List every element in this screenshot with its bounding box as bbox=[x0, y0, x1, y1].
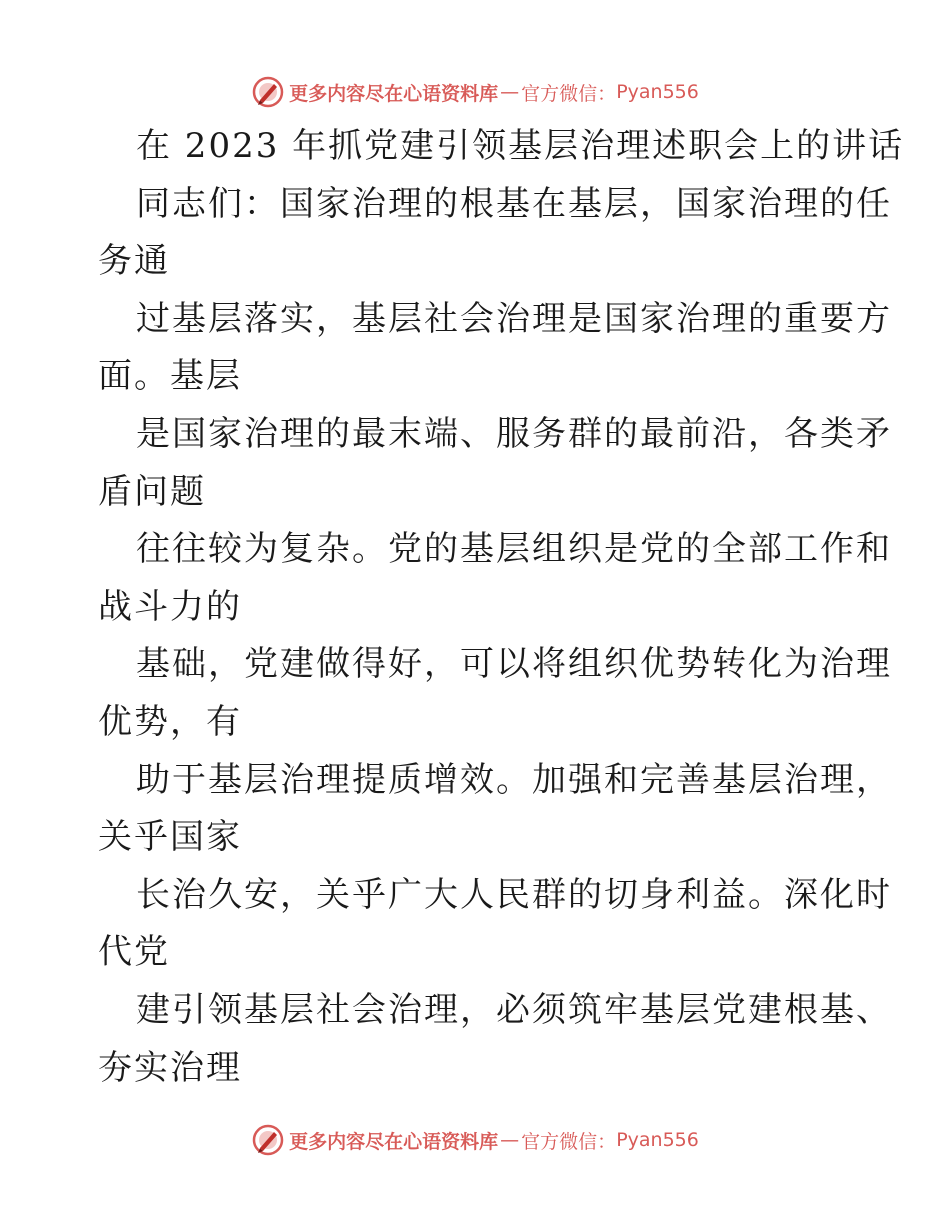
text-line: 盾问题 bbox=[98, 471, 206, 512]
pen-logo-icon bbox=[251, 1123, 285, 1157]
header-site-text: 更多内容尽在心语资料库 bbox=[289, 82, 499, 105]
text-line: 在 2023 年抓党建引领基层治理述职会上的讲话 bbox=[136, 126, 905, 166]
text-line: 过基层落实，基层社会治理是国家治理的重要方 bbox=[136, 298, 892, 339]
footer-banner bbox=[0, 1120, 950, 1160]
text-line: 基础，党建做得好，可以将组织优势转化为治理 bbox=[136, 644, 892, 685]
footer-wechat-label: 官方微信： bbox=[521, 1130, 617, 1153]
header-separator: — bbox=[500, 81, 520, 103]
text-line: 同志们：国家治理的根基在基层，国家治理的任 bbox=[136, 183, 892, 224]
text-line: 优势，有 bbox=[98, 701, 242, 742]
text-line: 往往较为复杂。党的基层组织是党的全部工作和 bbox=[136, 529, 892, 570]
header-wechat-id: Pyan556 bbox=[616, 81, 699, 103]
text-line: 建引领基层社会治理，必须筑牢基层党建根基、 bbox=[136, 989, 892, 1030]
text-line: 务通 bbox=[98, 241, 170, 282]
footer-site-text: 更多内容尽在心语资料库 bbox=[289, 1130, 499, 1153]
text-line: 关乎国家 bbox=[98, 817, 242, 858]
text-line: 战斗力的 bbox=[98, 586, 242, 627]
footer-separator: — bbox=[500, 1129, 520, 1151]
header-banner bbox=[0, 72, 950, 112]
document-body bbox=[98, 118, 905, 1097]
text-line: 助于基层治理提质增效。加强和完善基层治理， bbox=[136, 759, 892, 800]
text-line: 代党 bbox=[98, 932, 170, 973]
text-line: 夯实治理 bbox=[98, 1047, 242, 1088]
pen-logo-icon bbox=[251, 75, 285, 109]
text-line: 是国家治理的最末端、服务群的最前沿，各类矛 bbox=[136, 413, 892, 454]
footer-wechat-id: Pyan556 bbox=[616, 1129, 699, 1151]
header-wechat-label: 官方微信： bbox=[521, 82, 617, 105]
text-line: 长治久安，关乎广大人民群的切身利益。深化时 bbox=[136, 874, 892, 915]
text-line: 面。基层 bbox=[98, 356, 242, 397]
